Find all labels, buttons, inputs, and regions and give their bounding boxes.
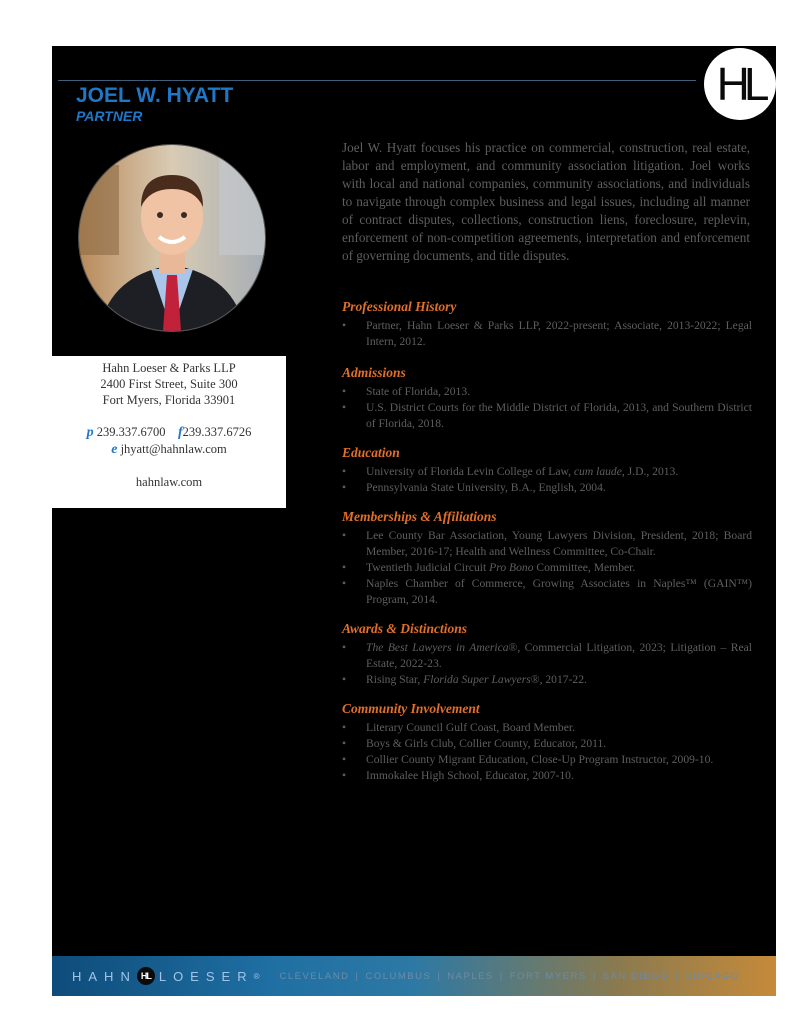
section-heading: Community Involvement bbox=[342, 701, 480, 716]
city-label: CHICAGO bbox=[684, 970, 740, 982]
phone-label: p bbox=[86, 425, 94, 440]
email-link[interactable]: jhyatt@hahnlaw.com bbox=[120, 442, 227, 456]
footer-cities: CLEVELAND | COLUMBUS | NAPLES | FORT MYERS | SAN DIEGO | CHICAGO bbox=[279, 970, 740, 982]
section-awards bbox=[342, 620, 752, 688]
section-professional-history bbox=[342, 298, 752, 350]
website-link[interactable]: hahnlaw.com bbox=[135, 475, 203, 489]
fax-number: 239.337.6726 bbox=[182, 425, 252, 439]
hl-logo: HL bbox=[704, 48, 776, 120]
list-item: • University of Florida Levin College of Law, cum laude, J.D., 2013. bbox=[342, 464, 752, 480]
list-item: • Boys & Girls Club, Collier County, Educator, 2011. bbox=[342, 736, 752, 752]
list-item: • Partner, Hahn Loeser & Parks LLP, 2022-present; Associate, 2013-2022; Legal Intern, 2012. bbox=[342, 318, 752, 350]
city-label: CLEVELAND bbox=[279, 970, 350, 982]
list-item: • State of Florida, 2013. bbox=[342, 384, 752, 400]
street-address: 2400 First Street, Suite 300 bbox=[100, 377, 238, 391]
footer-bar bbox=[52, 956, 776, 996]
fax-label: f bbox=[177, 425, 183, 440]
list-item: • Pennsylvania State University, B.A., English, 2004. bbox=[342, 480, 752, 496]
footer-brand: HAHN HL LOESER ® bbox=[72, 968, 260, 984]
section-admissions bbox=[342, 364, 752, 432]
list-item: • Immokalee High School, Educator, 2007-10. bbox=[342, 768, 752, 784]
hl-mark-icon: HL bbox=[137, 967, 155, 985]
section-community bbox=[342, 700, 752, 784]
header-divider bbox=[58, 80, 696, 81]
city-address: Fort Myers, Florida 33901 bbox=[102, 393, 236, 407]
city-label: COLUMBUS bbox=[365, 970, 432, 982]
city-label: NAPLES bbox=[447, 970, 494, 982]
attorney-name: JOEL W. HYATT bbox=[76, 84, 234, 107]
list-item: • Naples Chamber of Commerce, Growing Associates in Naples™ (GAIN™) Program, 2014. bbox=[342, 576, 752, 608]
phone-number[interactable]: 239.337.6700 bbox=[96, 425, 166, 439]
list-item: • U.S. District Courts for the Middle District of Florida, 2013, and Southern District of Florida, 2018. bbox=[342, 400, 752, 432]
attorney-portrait bbox=[78, 144, 266, 332]
list-item: • Rising Star, Florida Super Lawyers®, 2017-22. bbox=[342, 672, 752, 688]
list-item: • Literary Council Gulf Coast, Board Member. bbox=[342, 720, 752, 736]
contact-card bbox=[52, 356, 286, 508]
section-heading: Memberships & Affiliations bbox=[342, 509, 497, 524]
firm-name: Hahn Loeser & Parks LLP bbox=[102, 361, 236, 375]
list-item: • Twentieth Judicial Circuit Pro Bono Committee, Member. bbox=[342, 560, 752, 576]
email-line bbox=[52, 441, 286, 458]
section-heading: Education bbox=[342, 445, 400, 460]
bio-paragraph: Joel W. Hyatt focuses his practice on commercial, construction, real estate, labor and employment, and community association litigation. Joel works with local and national companies, community associations, and individuals to navigate through complex business and legal issues, including all manner of contract disputes, collections, construction liens, foreclosure, replevin, enforcement of non-competition agreements, interpretation and enforcement of governing documents, and title disputes. bbox=[342, 140, 750, 263]
list-item: • The Best Lawyers in America®, Commercial Litigation, 2023; Litigation – Real Estate, 2022-23. bbox=[342, 640, 752, 672]
phone-fax-line bbox=[52, 424, 286, 441]
section-memberships bbox=[342, 508, 752, 608]
city-label: SAN DIEGO bbox=[602, 970, 669, 982]
email-label: e bbox=[111, 442, 118, 457]
attorney-title: PARTNER bbox=[76, 108, 143, 124]
section-heading: Admissions bbox=[342, 365, 406, 380]
resume-sheet bbox=[52, 46, 776, 996]
section-education bbox=[342, 444, 752, 496]
section-heading: Professional History bbox=[342, 299, 457, 314]
section-heading: Awards & Distinctions bbox=[342, 621, 468, 636]
list-item: • Collier County Migrant Education, Close-Up Program Instructor, 2009-10. bbox=[342, 752, 752, 768]
city-label: FORT MYERS bbox=[509, 970, 587, 982]
list-item: • Lee County Bar Association, Young Lawyers Division, President, 2018; Board Member, 2016-17; Health and Wellness Committee, Co-Chair. bbox=[342, 528, 752, 560]
